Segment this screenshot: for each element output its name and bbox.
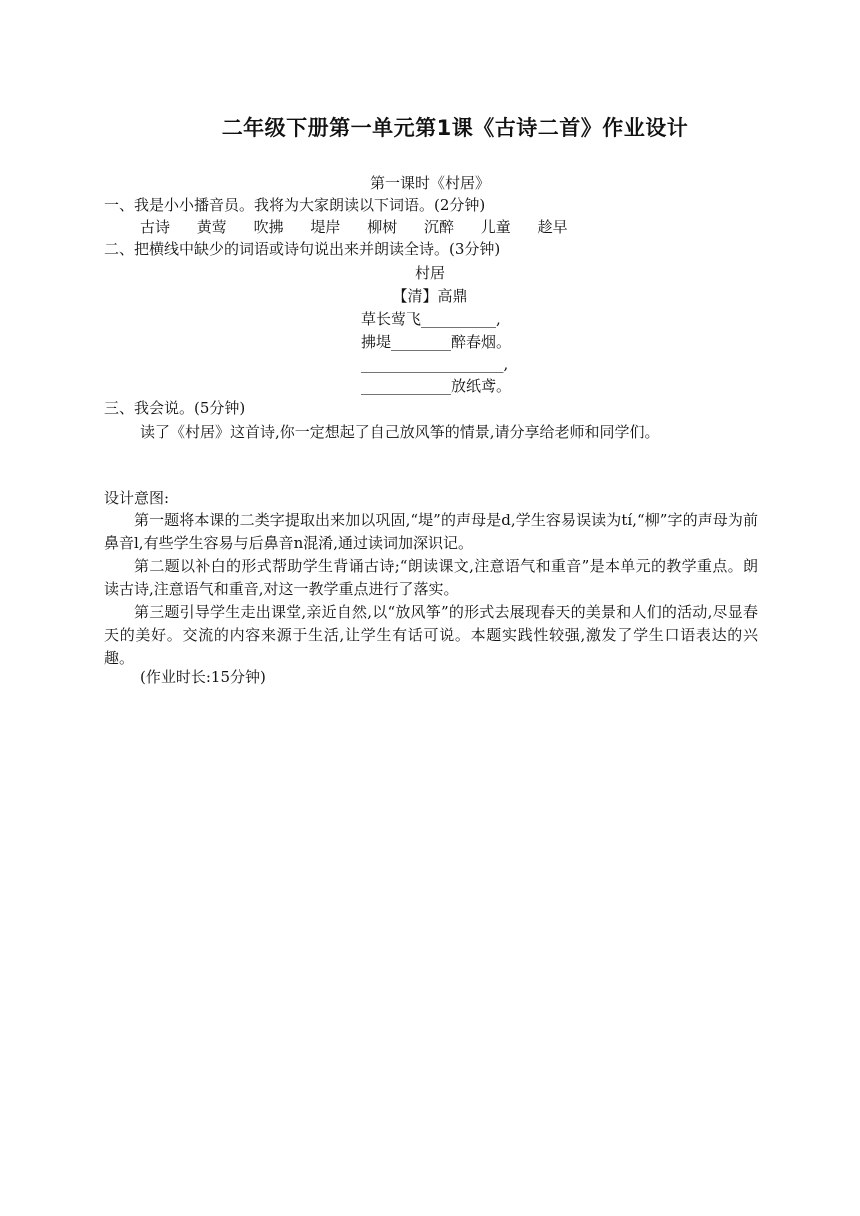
poem-line: ___________________, (361, 355, 509, 373)
word-item: 黄莺 (196, 218, 227, 236)
design-paragraph: 第一题将本课的二类字提取出来加以巩固,“堤”的声母是d,学生容易误读为tí,“柳”字的声母为前鼻音l,有些学生容易与后鼻音n混淆,通过读词加深识记。 (104, 511, 758, 552)
question-3-body: 读了《村居》这首诗,你一定想起了自己放风筝的情景,请分享给老师和同学们。 (140, 423, 660, 441)
question-3-heading: 三、我会说。(5分钟) (104, 399, 246, 417)
poem-line: 拂堤________醉春烟。 (361, 333, 512, 351)
poem-line: ____________放纸鸢。 (361, 377, 512, 395)
homework-duration: (作业时长:15分钟) (140, 668, 266, 686)
question-2-heading: 二、把横线中缺少的词语或诗句说出来并朗读全诗。(3分钟) (104, 240, 501, 258)
poem-title: 村居 (414, 264, 445, 282)
word-item: 古诗 (140, 218, 171, 236)
word-item: 堤岸 (310, 218, 341, 236)
design-paragraph: 第二题以补白的形式帮助学生背诵古诗;“朗读课文,注意语气和重音”是本单元的教学重点。朗读古诗,注意语气和重音,对这一教学重点进行了落实。 (104, 557, 758, 598)
question-1-heading: 一、我是小小播音员。我将为大家朗读以下词语。(2分钟) (104, 196, 486, 214)
word-item: 沉醉 (423, 218, 454, 236)
poem-line: 草长莺飞__________, (361, 310, 501, 328)
design-paragraph: 第三题引导学生走出课堂,亲近自然,以“放风筝”的形式去展现春天的美景和人们的活动,尽显春天的美好。交流的内容来源于生活,让学生有话可说。本题实践性较强,激发了学生口语表达的兴趣。 (104, 603, 758, 667)
word-item: 吹拂 (253, 218, 284, 236)
word-item: 柳树 (367, 218, 398, 236)
design-intent-heading: 设计意图: (104, 489, 170, 507)
lesson-subtitle: 第一课时《村居》 (369, 174, 490, 192)
question-1-word-list (140, 216, 568, 238)
document-title: 二年级下册第一单元第1课《古诗二首》作业设计 (221, 116, 689, 140)
word-item: 趁早 (537, 218, 568, 236)
poem-author: 【清】高鼎 (392, 287, 468, 305)
word-item: 儿童 (480, 218, 511, 236)
